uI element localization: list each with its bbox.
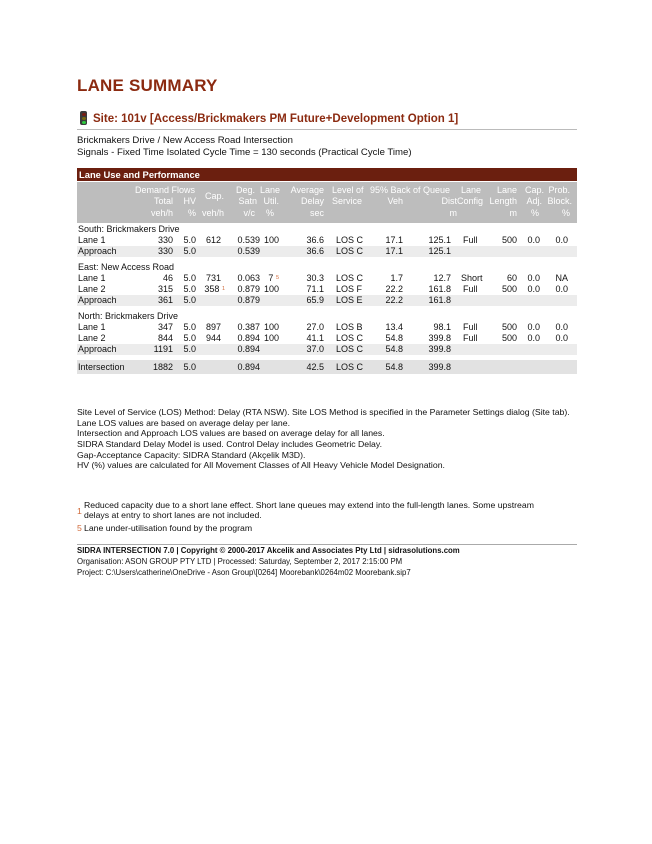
los-value: LOS F bbox=[336, 284, 363, 294]
block-value: 0.0 bbox=[555, 322, 568, 332]
header-satn-unit: v/c bbox=[243, 208, 255, 218]
header-prob-block-unit: % bbox=[561, 208, 570, 218]
dist-value: 399.8 bbox=[428, 362, 451, 372]
delay-value: 65.9 bbox=[306, 295, 324, 305]
footer-organisation: Organisation: ASON GROUP PTY LTD | Processed: Saturday, September 2, 2017 2:15:00 PM bbox=[77, 557, 403, 566]
note: Gap-Acceptance Capacity: SIDRA Standard (Akçelik M3D). bbox=[77, 449, 306, 460]
total-value: 361 bbox=[157, 295, 173, 305]
lane-label: Lane 2 bbox=[78, 284, 106, 294]
veh-value: 54.8 bbox=[385, 362, 403, 372]
header-average: Average bbox=[290, 185, 324, 195]
method-notes bbox=[77, 407, 577, 471]
adj-value: 0.0 bbox=[527, 284, 540, 294]
dist-value: 125.1 bbox=[428, 235, 451, 245]
los-value: LOS C bbox=[336, 246, 364, 256]
delay-value: 36.6 bbox=[306, 235, 324, 245]
config-value: Full bbox=[463, 333, 478, 343]
util-value bbox=[268, 273, 279, 284]
lane-label: Lane 2 bbox=[78, 333, 106, 343]
hv-value: 5.0 bbox=[183, 333, 196, 343]
header-demand-flows: Demand Flows bbox=[135, 185, 196, 195]
header-level-of: Level of bbox=[332, 185, 364, 195]
lane-label: Lane 1 bbox=[78, 273, 106, 283]
satn-value: 0.894 bbox=[237, 362, 260, 372]
header-veh: Veh bbox=[387, 196, 403, 206]
footnote-number: 1 bbox=[77, 506, 82, 516]
dist-value: 98.1 bbox=[433, 322, 451, 332]
approach-label: Approach bbox=[78, 295, 117, 305]
satn-value: 0.879 bbox=[237, 284, 260, 294]
header-cap-adj-1: Cap. bbox=[524, 185, 544, 195]
note: SIDRA Standard Delay Model is used. Control Delay includes Geometric Delay. bbox=[77, 439, 383, 450]
hv-value: 5.0 bbox=[183, 235, 196, 245]
los-value: LOS C bbox=[336, 235, 364, 245]
length-value: 500 bbox=[501, 235, 517, 245]
adj-value: 0.0 bbox=[527, 235, 540, 245]
hv-value: 5.0 bbox=[183, 322, 196, 332]
footnote-marker: 5 bbox=[275, 275, 279, 281]
config-value: Full bbox=[463, 235, 478, 245]
satn-value: 0.879 bbox=[237, 295, 260, 305]
total-value: 1882 bbox=[152, 362, 173, 372]
hv-value: 5.0 bbox=[183, 284, 196, 294]
block-value: 0.0 bbox=[555, 284, 568, 294]
util-value: 100 bbox=[263, 322, 279, 332]
veh-value: 22.2 bbox=[385, 295, 403, 305]
table-row-approach bbox=[77, 295, 577, 306]
length-value: 60 bbox=[506, 273, 517, 283]
util-value: 100 bbox=[263, 235, 279, 245]
header-lane: Lane bbox=[259, 185, 280, 195]
delay-value: 71.1 bbox=[306, 284, 324, 294]
dist-value: 161.8 bbox=[428, 295, 451, 305]
footnote-text: Lane under-utilisation found by the program bbox=[84, 523, 253, 533]
header-total: Total bbox=[153, 196, 173, 206]
los-value: LOS C bbox=[336, 333, 364, 343]
approach-label: Approach bbox=[78, 344, 117, 354]
satn-value: 0.063 bbox=[237, 273, 260, 283]
length-value: 500 bbox=[501, 322, 517, 332]
cap-value: 944 bbox=[205, 333, 221, 343]
total-value: 1191 bbox=[153, 344, 173, 354]
hv-value: 5.0 bbox=[183, 273, 196, 283]
satn-value: 0.894 bbox=[237, 333, 260, 343]
header-dist: Dist bbox=[441, 196, 457, 206]
delay-value: 30.3 bbox=[306, 273, 324, 283]
length-value: 500 bbox=[501, 284, 517, 294]
satn-value: 0.387 bbox=[237, 322, 260, 332]
total-value: 330 bbox=[157, 235, 173, 245]
config-value: Full bbox=[463, 322, 478, 332]
table-row bbox=[77, 322, 577, 333]
header-delay: Delay bbox=[300, 196, 324, 206]
config-value: Short bbox=[461, 273, 483, 283]
header-lane-config-1: Lane bbox=[461, 185, 482, 195]
header-total-unit: veh/h bbox=[150, 208, 173, 218]
total-value: 844 bbox=[157, 333, 173, 343]
los-value: LOS E bbox=[336, 295, 363, 305]
hv-value: 5.0 bbox=[183, 295, 196, 305]
block-value: NA bbox=[555, 273, 568, 283]
intersection-label: Intersection bbox=[78, 362, 125, 372]
footnote-text: Reduced capacity due to a short lane effect. Short lane queues may extend into the full-length lanes. Some upstream bbox=[84, 500, 534, 510]
delay-value: 42.5 bbox=[306, 362, 324, 372]
total-value: 315 bbox=[157, 284, 173, 294]
cap-value: 612 bbox=[205, 235, 221, 245]
total-value: 347 bbox=[157, 322, 173, 332]
util-number: 7 bbox=[268, 273, 274, 283]
delay-value: 41.1 bbox=[306, 333, 324, 343]
approach-label: Approach bbox=[78, 246, 117, 256]
table-row-intersection bbox=[77, 360, 577, 374]
hv-value: 5.0 bbox=[183, 246, 196, 256]
los-value: LOS C bbox=[336, 273, 364, 283]
util-value: 100 bbox=[263, 333, 279, 343]
header-hv-unit: % bbox=[187, 208, 196, 218]
cap-value bbox=[204, 284, 225, 295]
header-lane-length-1: Lane bbox=[496, 185, 517, 195]
lane-use-table bbox=[77, 168, 577, 374]
header-util: Util. bbox=[263, 196, 279, 206]
hv-value: 5.0 bbox=[183, 344, 196, 354]
header-back-of-queue: 95% Back of Queue bbox=[370, 185, 451, 195]
header-lane-length-2: Length bbox=[489, 196, 517, 206]
veh-value: 13.4 bbox=[385, 322, 403, 332]
veh-value: 17.1 bbox=[385, 235, 403, 245]
site-heading bbox=[77, 110, 577, 130]
length-value: 500 bbox=[501, 333, 517, 343]
los-value: LOS C bbox=[336, 344, 364, 354]
footnote-number: 5 bbox=[77, 523, 82, 533]
intersection-name: Brickmakers Drive / New Access Road Intersection bbox=[77, 135, 293, 146]
footer-divider bbox=[77, 544, 577, 545]
delay-value: 37.0 bbox=[306, 344, 324, 354]
table-row-approach bbox=[77, 344, 577, 355]
delay-value: 36.6 bbox=[306, 246, 324, 256]
footnote-text: delays at entry to short lanes are not included. bbox=[84, 510, 262, 520]
satn-value: 0.539 bbox=[237, 235, 260, 245]
satn-value: 0.539 bbox=[237, 246, 260, 256]
table-row bbox=[77, 333, 577, 344]
header-hv: HV bbox=[183, 196, 196, 206]
header-prob-block-2: Block. bbox=[547, 196, 572, 206]
header-service: Service bbox=[332, 196, 363, 206]
block-value: 0.0 bbox=[555, 333, 568, 343]
cap-value: 731 bbox=[205, 273, 221, 283]
footer-copyright: SIDRA INTERSECTION 7.0 | Copyright © 2000-2017 Akcelik and Associates Pty Ltd | sidrasolutions.com bbox=[77, 546, 460, 555]
config-value: Full bbox=[463, 284, 478, 294]
veh-value: 17.1 bbox=[385, 246, 403, 256]
los-value: LOS B bbox=[336, 322, 363, 332]
note: Intersection and Approach LOS values are based on average delay for all lanes. bbox=[77, 428, 385, 439]
cap-number: 358 bbox=[204, 284, 220, 294]
cap-value: 897 bbox=[205, 322, 221, 332]
util-value: 100 bbox=[263, 284, 279, 294]
header-cap-adj-2: Adj. bbox=[526, 196, 542, 206]
los-value: LOS C bbox=[336, 362, 364, 372]
header-cap: Cap. bbox=[204, 191, 224, 201]
section-heading: South: Brickmakers Drive bbox=[78, 224, 180, 234]
table-row bbox=[77, 235, 577, 246]
block-value: 0.0 bbox=[555, 235, 568, 245]
header-satn: Satn bbox=[238, 196, 257, 206]
dist-value: 399.8 bbox=[428, 333, 451, 343]
section-heading: East: New Access Road bbox=[78, 262, 175, 272]
hv-value: 5.0 bbox=[183, 362, 196, 372]
page-title: LANE SUMMARY bbox=[77, 76, 218, 95]
note: HV (%) values are calculated for All Movement Classes of All Heavy Vehicle Model Designation. bbox=[77, 460, 445, 471]
header-prob-block-1: Prob. bbox=[548, 185, 570, 195]
lane-label: Lane 1 bbox=[78, 322, 106, 332]
adj-value: 0.0 bbox=[527, 273, 540, 283]
delay-value: 27.0 bbox=[306, 322, 324, 332]
adj-value: 0.0 bbox=[527, 322, 540, 332]
dist-value: 12.7 bbox=[433, 273, 451, 283]
header-lane-config-2: Config bbox=[457, 196, 484, 206]
signal-description: Signals - Fixed Time Isolated Cycle Time = 130 seconds (Practical Cycle Time) bbox=[77, 147, 412, 158]
table-title: Lane Use and Performance bbox=[77, 168, 577, 181]
header-util-unit: % bbox=[265, 208, 274, 218]
header-delay-unit: sec bbox=[309, 208, 324, 218]
table-row bbox=[77, 273, 577, 284]
table-header bbox=[77, 182, 577, 223]
adj-value: 0.0 bbox=[527, 333, 540, 343]
footnote-marker: 1 bbox=[221, 286, 225, 292]
table-row-approach bbox=[77, 246, 577, 257]
header-dist-unit: m bbox=[449, 208, 457, 218]
total-value: 46 bbox=[162, 273, 173, 283]
note: Site Level of Service (LOS) Method: Delay (RTA NSW). Site LOS Method is specified in the Parameter Settings dialog (Site tab). bbox=[77, 407, 570, 417]
veh-value: 54.8 bbox=[385, 344, 403, 354]
dist-value: 399.8 bbox=[428, 344, 451, 354]
site-title: Site: 101v [Access/Brickmakers PM Future+Development Option 1] bbox=[93, 113, 459, 125]
lane-label: Lane 1 bbox=[78, 235, 106, 245]
header-cap-unit: veh/h bbox=[201, 208, 224, 218]
table-row bbox=[77, 284, 577, 295]
footer-project: Project: C:\Users\catherine\OneDrive - Ason Group\[0264] Moorebank\0264m02 Moorebank.sip7 bbox=[77, 568, 411, 577]
veh-value: 22.2 bbox=[385, 284, 403, 294]
total-value: 330 bbox=[157, 246, 173, 256]
note: Lane LOS values are based on average delay per lane. bbox=[77, 417, 290, 428]
satn-value: 0.894 bbox=[237, 344, 260, 354]
dist-value: 161.8 bbox=[428, 284, 451, 294]
header-cap-adj-unit: % bbox=[530, 208, 539, 218]
header-lane-length-unit: m bbox=[509, 208, 517, 218]
traffic-signal-icon bbox=[80, 111, 87, 125]
dist-value: 125.1 bbox=[428, 246, 451, 256]
veh-value: 54.8 bbox=[385, 333, 403, 343]
header-deg: Deg. bbox=[235, 185, 255, 195]
section-heading: North: Brickmakers Drive bbox=[78, 311, 179, 321]
veh-value: 1.7 bbox=[390, 273, 403, 283]
